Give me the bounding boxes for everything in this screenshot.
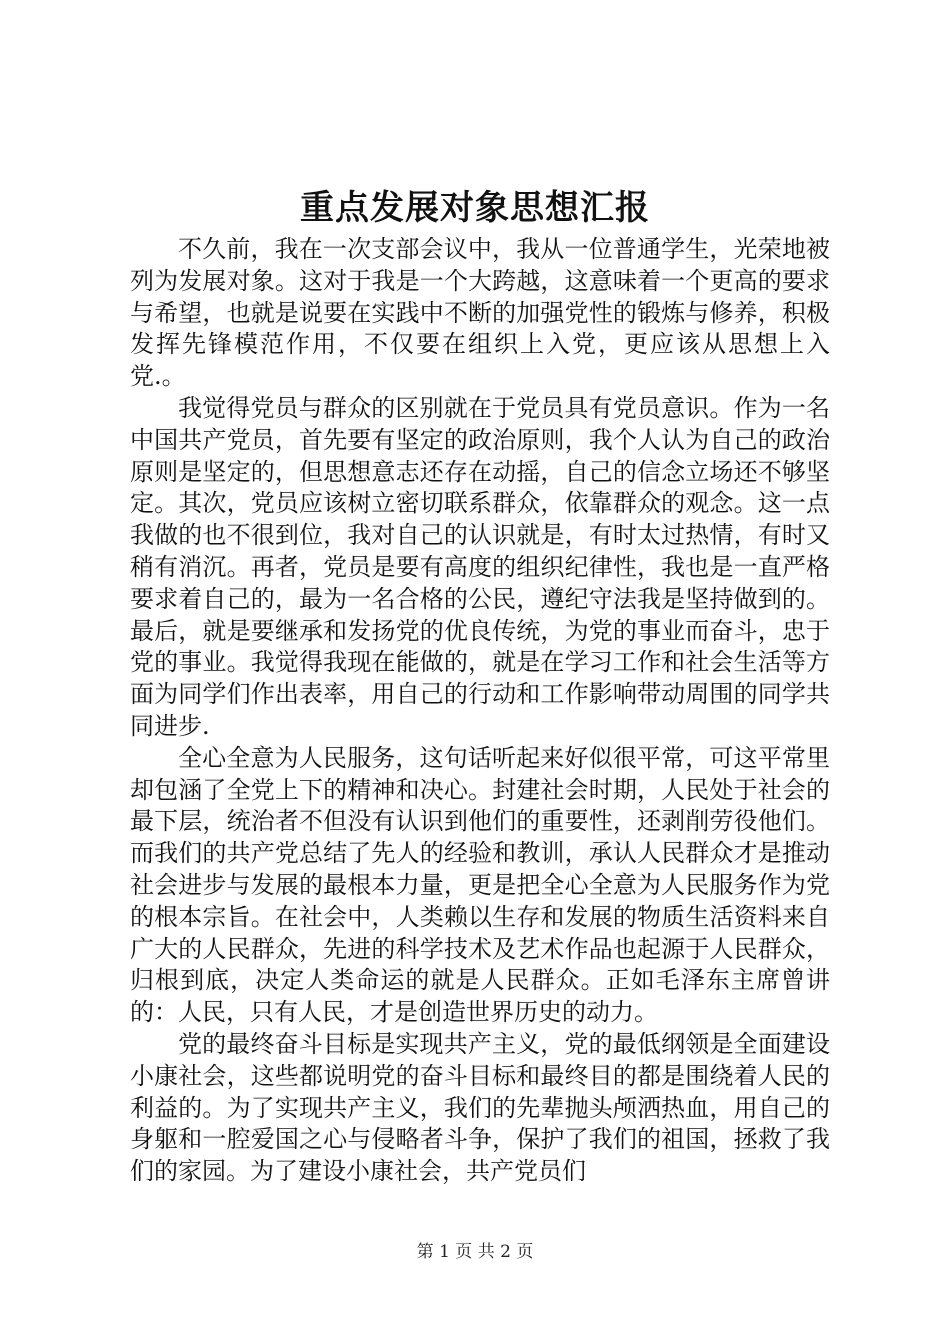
paragraph-4: 党的最终奋斗目标是实现共产主义，党的最低纲领是全面建设小康社会，这些都说明党的奋斗目标和最终目的都是围绕着人民的利益的。为了实现共产主义，我们的先辈抛头颅洒热血，用自己的身躯和一腔爱国之心与侵略者斗争，保护了我们的祖国，拯救了我们的家园。为了建设小康社会，共产党员们 [130, 1029, 830, 1186]
page-footer: 第 1 页 共 2 页 [416, 1242, 534, 1262]
paragraph-1: 不久前，我在一次支部会议中，我从一位普通学生，光荣地被列为发展对象。这对于我是一个大跨越，这意味着一个更高的要求与希望，也就是说要在实践中不断的加强党性的锻炼与修养，积极发挥先锋模范作用，不仅要在组织上入党，更应该从思想上入党.。 [130, 235, 830, 391]
paragraph-2: 我觉得党员与群众的区别就在于党员具有党员意识。作为一名中国共产党员，首先要有坚定的政治原则，我个人认为自己的政治原则是坚定的，但思想意志还存在动摇，自己的信念立场还不够坚定。其次，党员应该树立密切联系群众，依靠群众的观念。这一点我做的也不很到位，我对自己的认识就是，有时太过热情，有时又稍有消沉。再者，党员是要有高度的组织纪律性，我也是一直严格要求着自己的，最为一名合格的公民，遵纪守法我是坚持做到的。最后，就是要继承和发扬党的优良传统，为党的事业而奋斗，忠于党的事业。我觉得我现在能做的，就是在学习工作和社会生活等方面为同学们作出表率，用自己的行动和工作影响带动周围的同学共同进步. [130, 393, 830, 740]
document-body [130, 234, 830, 1188]
paragraph-3: 全心全意为人民服务，这句话听起来好似很平常，可这平常里却包涵了全党上下的精神和决心。封建社会时期，人民处于社会的最下层，统治者不但没有认识到他们的重要性，还剥削劳役他们。而我们的共产党总结了先人的经验和教训，承认人民群众才是推动社会进步与发展的最根本力量，更是把全心全意为人民服务作为党的根本宗旨。在社会中，人类赖以生存和发展的物质生活资料来自广大的人民群众，先进的科学技术及艺术作品也起源于人民群众，归根到底，决定人类命运的就是人民群众。正如毛泽东主席曾讲的：人民，只有人民，才是创造世界历史的动力。 [130, 743, 830, 1027]
page-title: 重点发展对象思想汇报 [300, 188, 650, 228]
